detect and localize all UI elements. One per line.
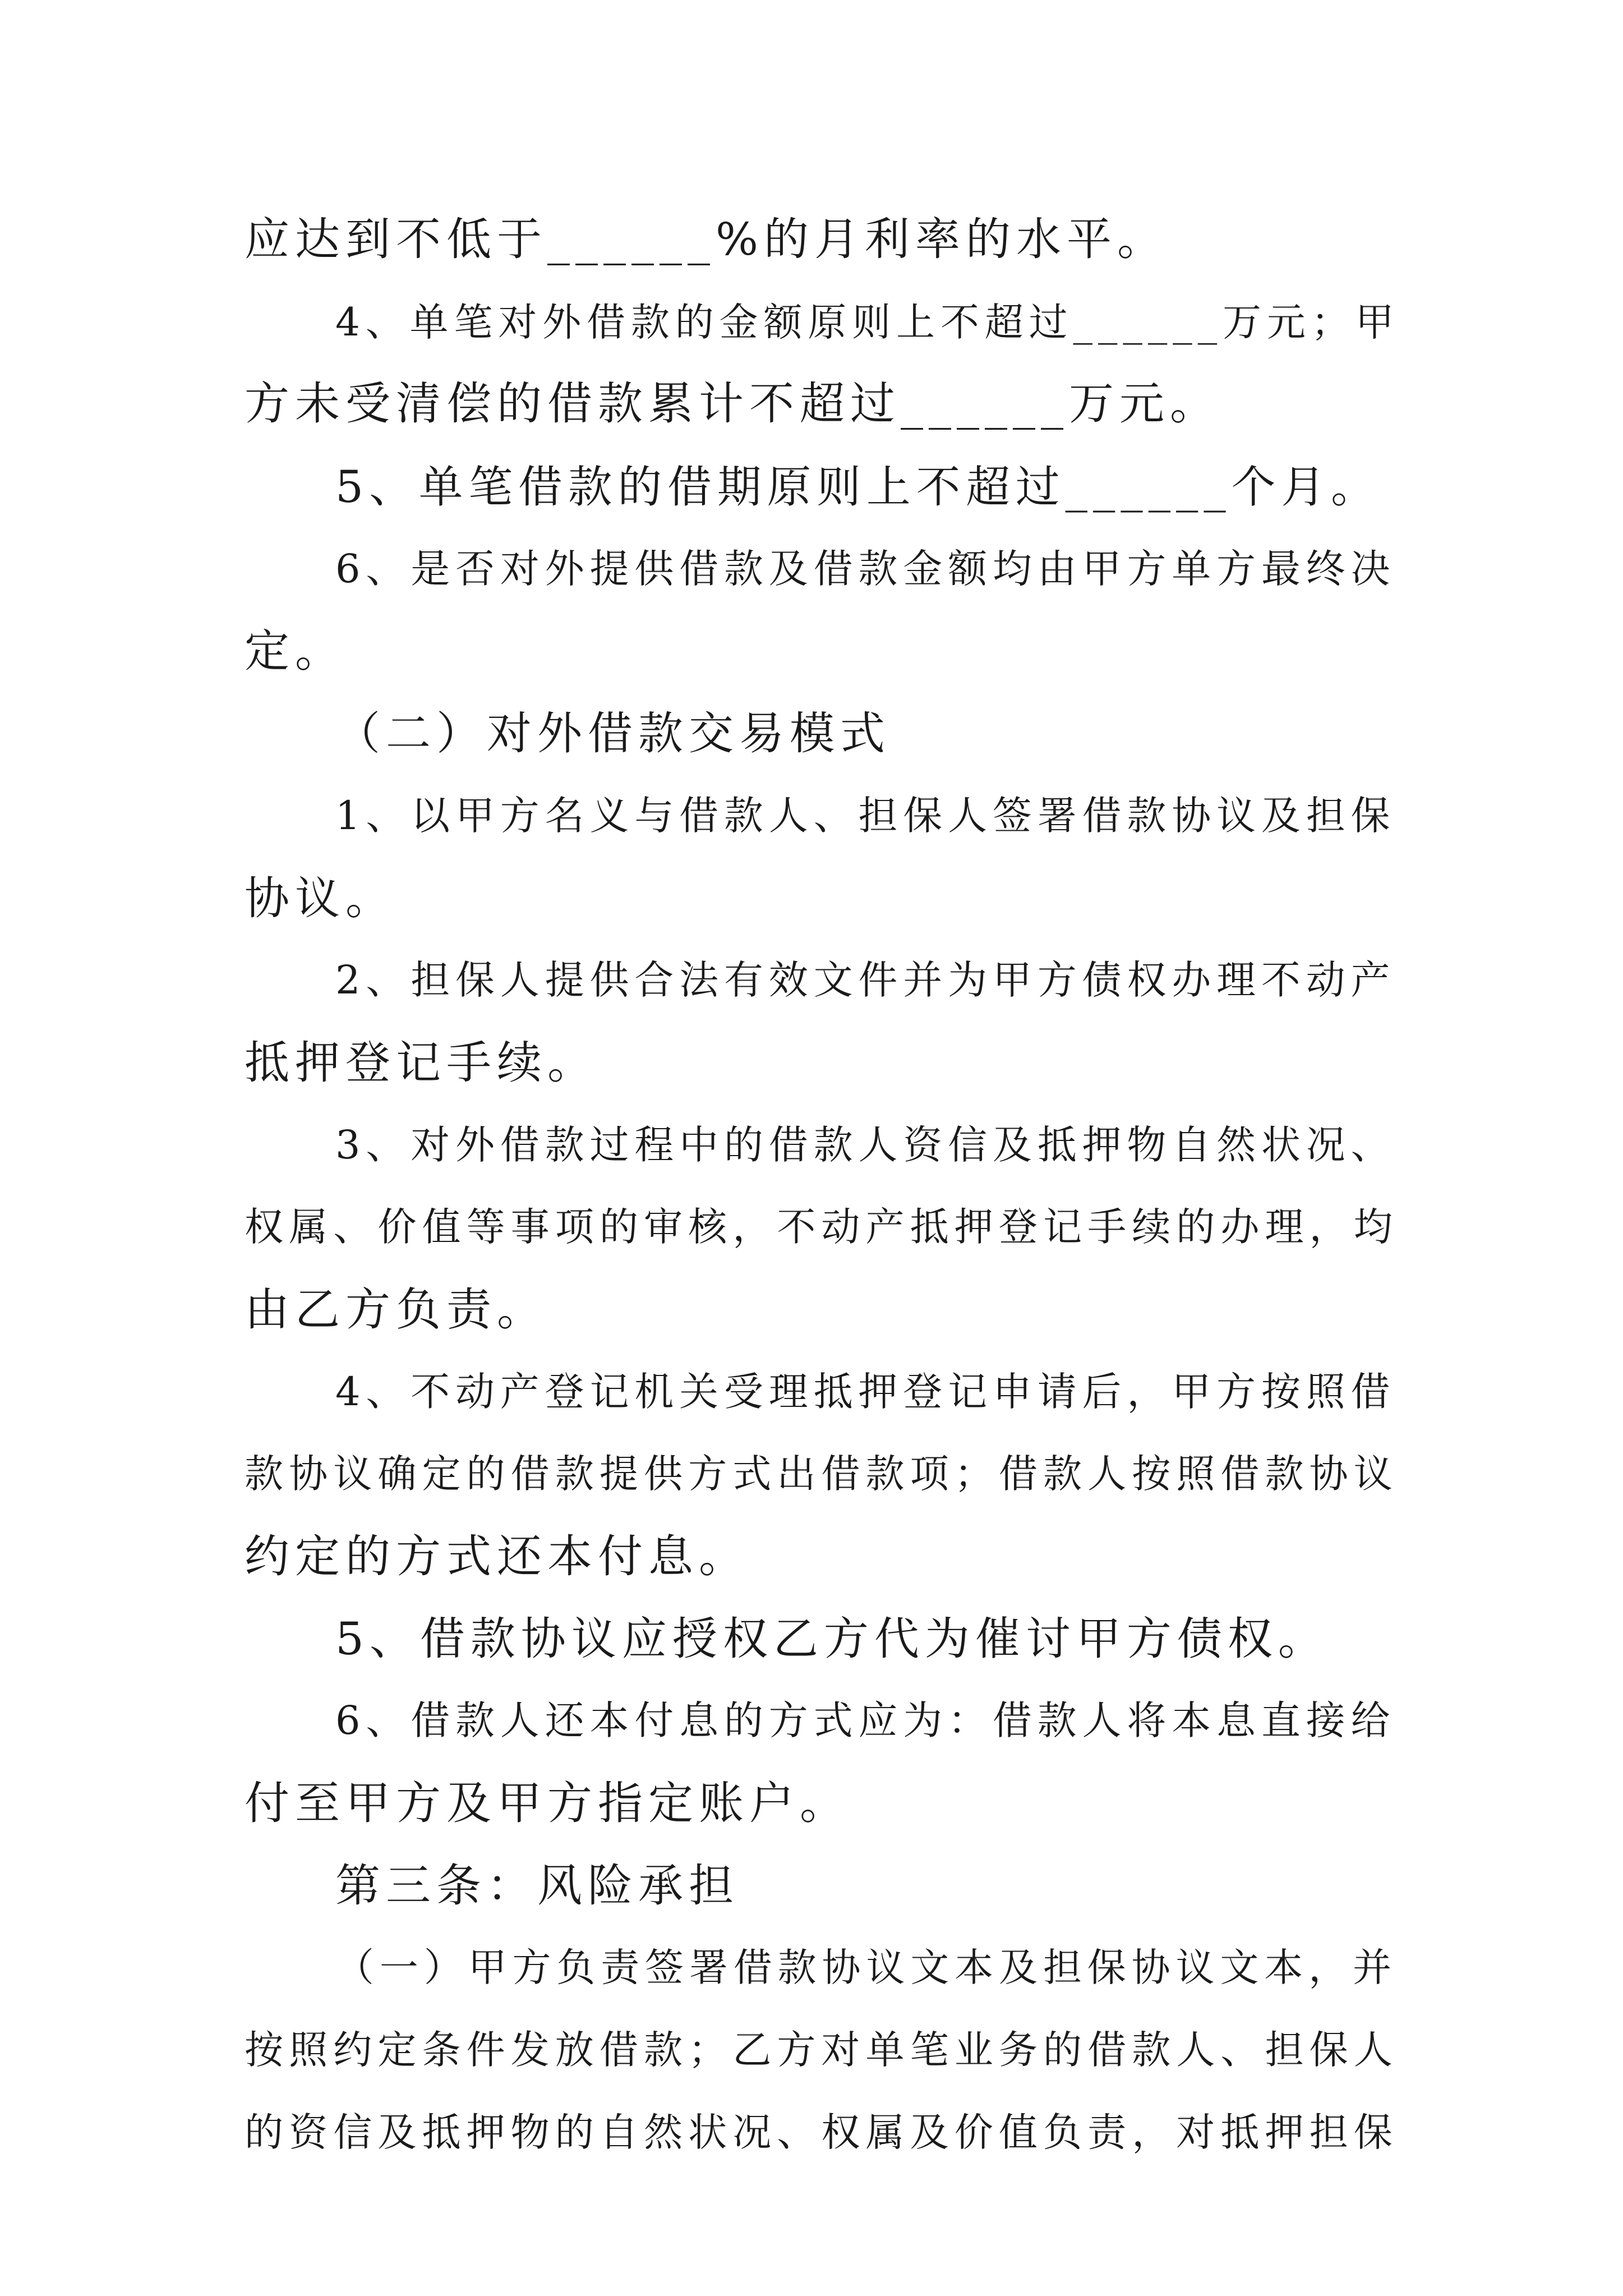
text-line: 权属、价值等事项的审核，不动产抵押登记手续的办理，均 [245, 1205, 1398, 1250]
text-line: 5、单笔借款的借期原则上不超过______个月。 [335, 461, 1381, 513]
text-line: 按照约定条件发放借款；乙方对单笔业务的借款人、担保人 [245, 2028, 1398, 2073]
text-line: 由乙方负责。 [245, 1283, 547, 1336]
text-line: 6、是否对外提供借款及借款金额均由甲方单方最终决 [335, 546, 1396, 592]
text-line: 的资信及抵押物的自然状况、权属及价值负责，对抵押担保 [245, 2110, 1398, 2155]
text-line: 应达到不低于______%的月利率的水平。 [245, 213, 1168, 265]
article-heading: 第三条：风险承担 [335, 1860, 739, 1912]
text-line: 款协议确定的借款提供方式出借款项；借款人按照借款协议 [245, 1452, 1398, 1497]
text-line: 6、借款人还本付息的方式应为：借款人将本息直接给 [335, 1698, 1396, 1743]
text-line: 2、担保人提供合法有效文件并为甲方债权办理不动产 [335, 958, 1396, 1003]
text-line: 定。 [245, 625, 345, 677]
text-line: 1、以甲方名义与借款人、担保人签署借款协议及担保 [335, 793, 1396, 839]
text-line: 4、单笔对外借款的金额原则上不超过______万元；甲 [335, 300, 1400, 345]
text-line: 方未受清偿的借款累计不超过______万元。 [245, 378, 1220, 430]
text-line: 抵押登记手续。 [245, 1037, 598, 1089]
text-line: 3、对外借款过程中的借款人资信及抵押物自然状况、 [335, 1122, 1396, 1168]
text-line: 约定的方式还本付息。 [245, 1530, 749, 1582]
section-heading: （二）对外借款交易模式 [335, 707, 891, 760]
text-line: 协议。 [245, 872, 396, 924]
text-line: 5、借款协议应授权乙方代为催讨甲方债权。 [335, 1613, 1329, 1665]
text-line: 付至甲方及甲方指定账户。 [245, 1777, 850, 1829]
text-line: 4、不动产登记机关受理抵押登记申请后，甲方按照借 [335, 1369, 1396, 1415]
text-line: （一）甲方负责签署借款协议文本及担保协议文本，并 [335, 1945, 1398, 1990]
